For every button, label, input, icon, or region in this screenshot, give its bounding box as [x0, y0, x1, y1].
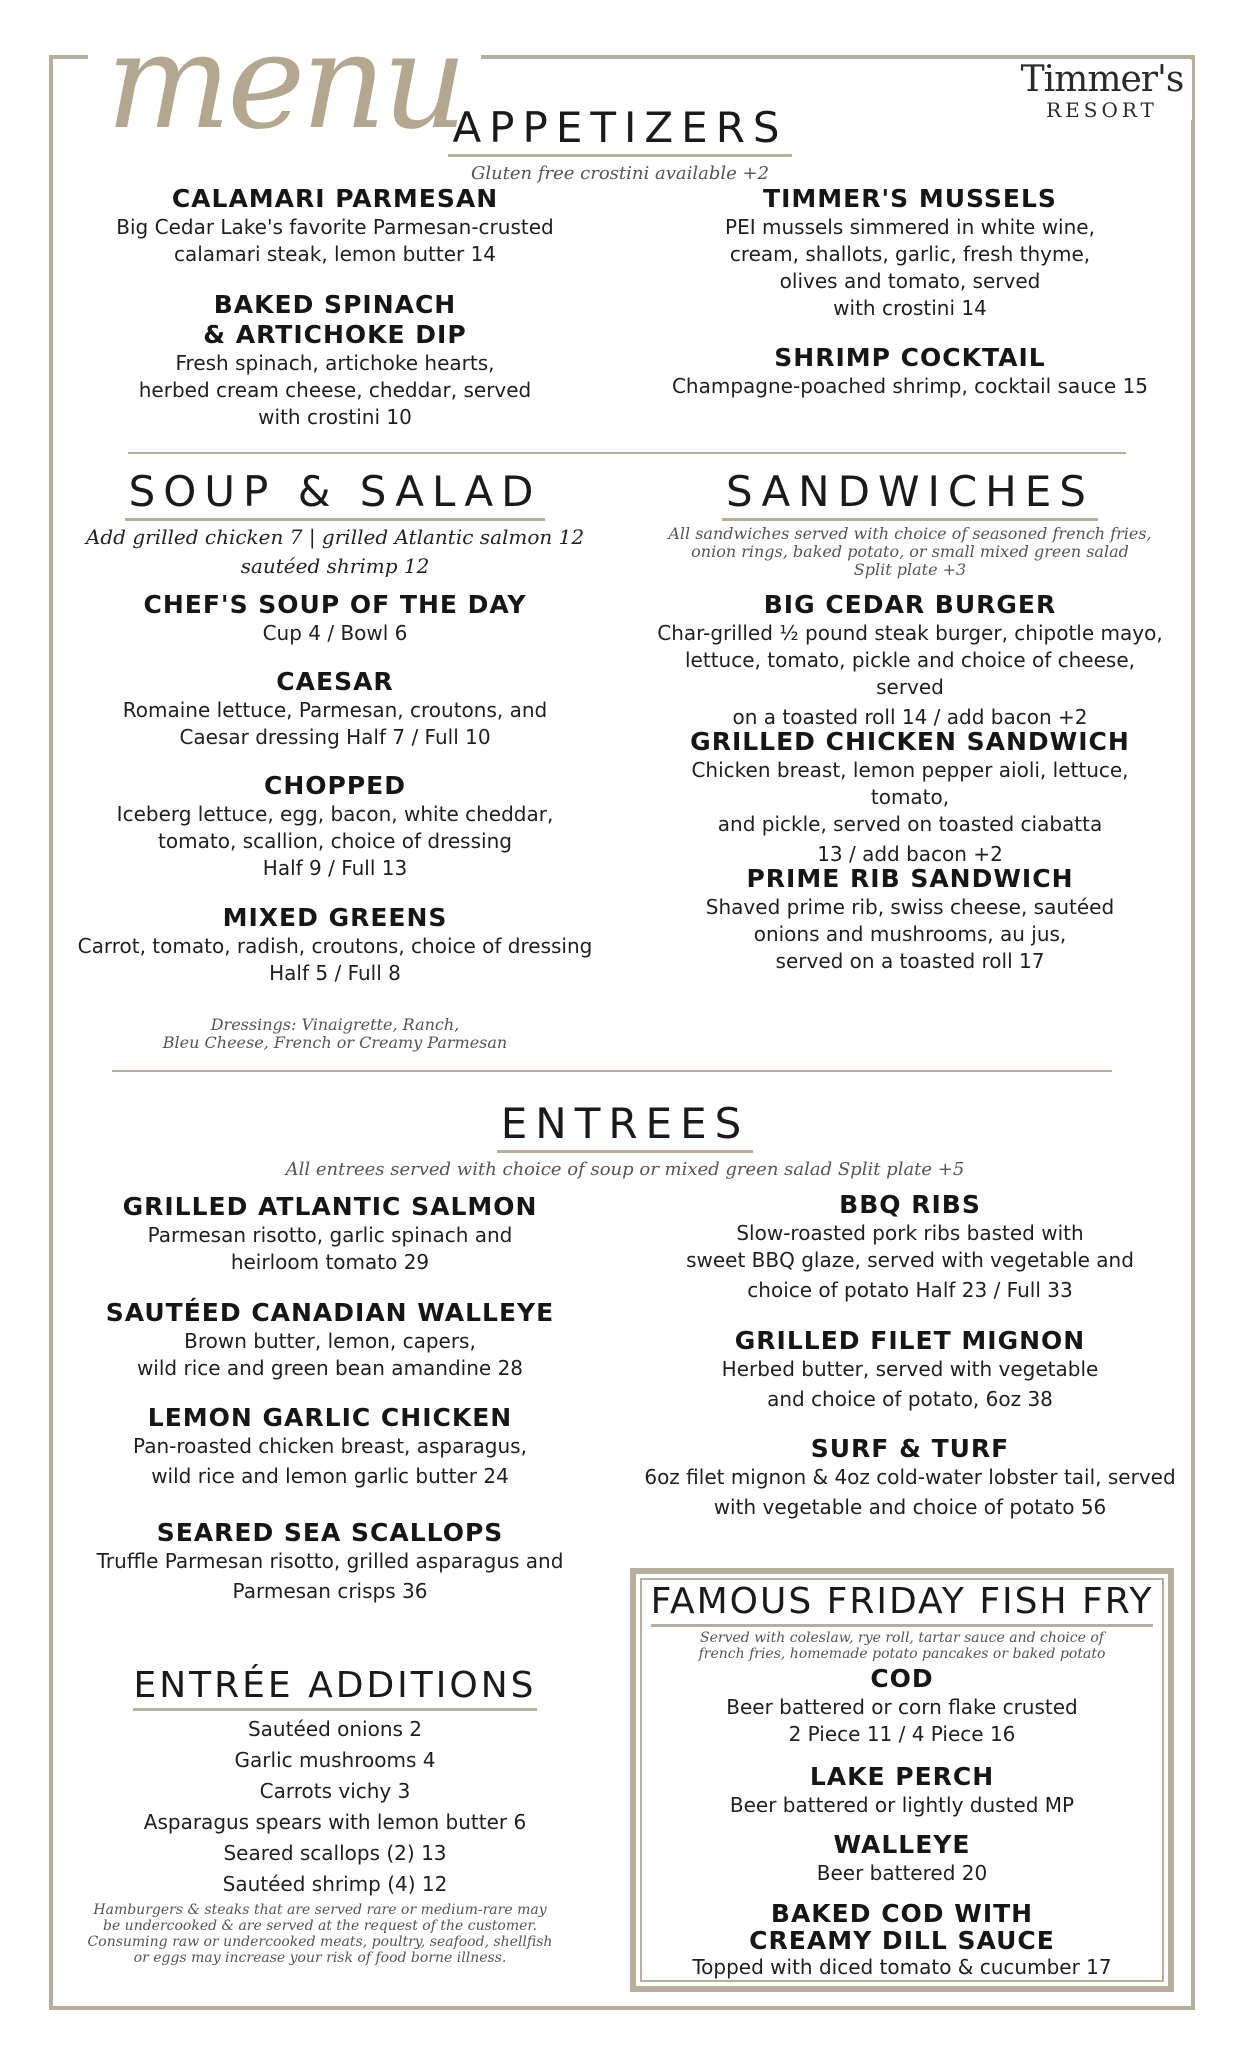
menu-item-mussels: [660, 184, 1160, 322]
item-title: CAESAR: [276, 667, 394, 696]
sandwiches-heading: SANDWICHES: [722, 466, 1098, 521]
menu-item-scallops: [70, 1518, 590, 1605]
item-desc: Shaved prime rib, swiss cheese, sautéed: [705, 895, 1115, 919]
menu-item-fish-walleye: [640, 1830, 1164, 1887]
item-desc: tomato, scallion, choice of dressing: [158, 829, 512, 853]
item-title: SAUTÉED CANADIAN WALLEYE: [105, 1298, 555, 1327]
item-desc: Cup 4 / Bowl 6: [262, 621, 408, 645]
entrees-section-header: [240, 1098, 1010, 1181]
soup-salad-note: Add grilled chicken 7 | grilled Atlantic salmon 12: [85, 525, 585, 549]
item-desc: Carrot, tomato, radish, croutons, choice of dressing: [77, 934, 593, 958]
list-item: Carrots vichy 3: [259, 1779, 411, 1803]
item-desc: Beer battered or lightly dusted MP: [729, 1793, 1075, 1817]
list-item: Asparagus spears with lemon butter 6: [143, 1810, 527, 1834]
menu-item-filet-mignon: [650, 1326, 1170, 1413]
item-desc: Romaine lettuce, Parmesan, croutons, and: [122, 698, 548, 722]
additions-section-header: [100, 1664, 570, 1711]
soup-salad-note: sautéed shrimp 12: [240, 554, 430, 578]
item-title: COD: [870, 1664, 934, 1693]
divider-rule: [128, 452, 1126, 454]
dressings-note: [80, 1016, 590, 1052]
sandwiches-section-header: [655, 466, 1165, 579]
item-desc: 13 / add bacon +2: [817, 842, 1003, 866]
item-desc: Parmesan risotto, garlic spinach and: [147, 1223, 513, 1247]
entrees-heading: ENTREES: [497, 1098, 754, 1153]
menu-item-bbq-ribs: [650, 1190, 1170, 1304]
menu-item-shrimp-cocktail: [660, 343, 1160, 400]
logo-subtitle: RESORT: [1046, 98, 1158, 122]
item-desc: Pan-roasted chicken breast, asparagus,: [133, 1434, 527, 1458]
item-desc: Topped with diced tomato & cucumber 17: [692, 1955, 1112, 1979]
item-desc: Chicken breast, lemon pepper aioli, lettuce, tomato,: [691, 758, 1129, 809]
item-title: CHOPPED: [264, 771, 406, 800]
item-desc: with vegetable and choice of potato 56: [713, 1495, 1107, 1519]
item-title: GRILLED FILET MIGNON: [734, 1326, 1086, 1355]
menu-script-title: menu: [88, 12, 481, 162]
item-desc: herbed cream cheese, cheddar, served: [138, 378, 532, 402]
list-item: Garlic mushrooms 4: [234, 1748, 436, 1772]
fish-fry-note: french fries, homemade potato pancakes or baked potato: [698, 1646, 1106, 1662]
disclaimer-line: or eggs may increase your risk of food borne illness.: [133, 1950, 507, 1966]
item-desc: cream, shallots, garlic, fresh thyme,: [729, 242, 1091, 266]
item-title: LEMON GARLIC CHICKEN: [147, 1403, 513, 1432]
menu-item-lemon-chicken: [80, 1403, 580, 1490]
logo-wordmark: Timmer's: [1020, 59, 1184, 100]
list-item: Seared scallops (2) 13: [223, 1841, 447, 1865]
menu-item-chopped: [80, 771, 590, 882]
sandwiches-note: onion rings, baked potato, or small mixed green salad: [691, 542, 1129, 561]
item-title: GRILLED CHICKEN SANDWICH: [690, 727, 1130, 756]
item-title: CREAMY DILL SAUCE: [749, 1926, 1055, 1955]
item-desc: Beer battered or corn flake crusted: [726, 1695, 1078, 1719]
item-title: WALLEYE: [833, 1830, 971, 1859]
item-desc: wild rice and green bean amandine 28: [136, 1356, 524, 1380]
disclaimer-line: be undercooked & are served at the request of the customer.: [102, 1918, 537, 1934]
appetizers-heading: APPETIZERS: [448, 102, 791, 157]
menu-item-calamari: [90, 184, 580, 268]
food-safety-disclaimer: [70, 1902, 570, 1966]
item-desc: wild rice and lemon garlic butter 24: [151, 1464, 509, 1488]
menu-item-surf-turf: [640, 1434, 1180, 1521]
item-desc: Truffle Parmesan risotto, grilled asparagus and: [96, 1549, 564, 1573]
item-title: BBQ RIBS: [839, 1190, 981, 1219]
item-desc: Half 5 / Full 8: [269, 961, 401, 985]
item-title: CHEF'S SOUP OF THE DAY: [143, 590, 527, 619]
item-desc: and choice of potato, 6oz 38: [767, 1387, 1053, 1411]
menu-item-caesar: [80, 667, 590, 751]
item-title: TIMMER'S MUSSELS: [763, 184, 1057, 213]
menu-item-lake-perch: [640, 1762, 1164, 1819]
item-desc: Slow-roasted pork ribs basted with: [736, 1221, 1084, 1245]
item-desc: choice of potato Half 23 / Full 33: [747, 1278, 1073, 1302]
item-desc: Half 9 / Full 13: [262, 856, 408, 880]
item-desc: Herbed butter, served with vegetable: [721, 1357, 1099, 1381]
appetizers-section-header: [380, 102, 860, 185]
soup-salad-section-header: [80, 466, 590, 581]
item-desc: calamari steak, lemon butter 14: [173, 242, 497, 266]
list-item: Sautéed onions 2: [247, 1717, 422, 1741]
menu-item-walleye: [80, 1298, 580, 1382]
item-desc: onions and mushrooms, au jus,: [753, 922, 1067, 946]
item-desc: Parmesan crisps 36: [232, 1579, 428, 1603]
item-desc: Iceberg lettuce, egg, bacon, white cheddar,: [116, 802, 554, 826]
item-desc: sweet BBQ glaze, served with vegetable and: [686, 1248, 1134, 1272]
menu-item-mixed-greens: [70, 903, 600, 987]
menu-item-prime-rib: [650, 864, 1170, 975]
item-title: SEARED SEA SCALLOPS: [156, 1518, 504, 1547]
item-title: BIG CEDAR BURGER: [763, 590, 1057, 619]
item-title: SURF & TURF: [810, 1434, 1010, 1463]
item-desc: with crostini 14: [833, 296, 987, 320]
additions-list: [120, 1714, 550, 1900]
item-desc: heirloom tomato 29: [230, 1250, 430, 1274]
item-desc: Fresh spinach, artichoke hearts,: [175, 351, 495, 375]
item-title: BAKED COD WITH: [770, 1899, 1034, 1928]
fish-fry-heading: FAMOUS FRIDAY FISH FRY: [651, 1580, 1154, 1627]
menu-item-cod: [640, 1664, 1164, 1748]
item-desc: and pickle, served on toasted ciabatta: [717, 812, 1103, 836]
additions-heading: ENTRÉE ADDITIONS: [133, 1664, 536, 1711]
item-desc: with crostini 10: [258, 405, 412, 429]
item-desc: 6oz filet mignon & 4oz cold-water lobster tail, served: [644, 1465, 1176, 1489]
item-desc: olives and tomato, served: [779, 269, 1041, 293]
item-desc: Char-grilled ½ pound steak burger, chipotle mayo,: [657, 621, 1163, 645]
item-desc: Beer battered 20: [816, 1861, 988, 1885]
list-item: Sautéed shrimp (4) 12: [222, 1872, 448, 1896]
item-desc: 2 Piece 11 / 4 Piece 16: [788, 1722, 1016, 1746]
entrees-note: All entrees served with choice of soup or mixed green salad Split plate +5: [285, 1159, 965, 1180]
dressings-line: Dressings: Vinaigrette, Ranch,: [210, 1015, 460, 1034]
appetizers-note: Gluten free crostini available +2: [470, 163, 770, 184]
resort-logo: [1012, 60, 1192, 120]
fish-fry-note: Served with coleslaw, rye roll, tartar sauce and choice of: [700, 1630, 1104, 1646]
fish-fry-section-header: [640, 1580, 1164, 1662]
item-title: CALAMARI PARMESAN: [171, 184, 499, 213]
disclaimer-line: Consuming raw or undercooked meats, poultry, seafood, shellfish: [87, 1934, 553, 1950]
item-desc: on a toasted roll 14 / add bacon +2: [732, 705, 1088, 729]
item-title: PRIME RIB SANDWICH: [746, 864, 1074, 893]
item-desc: lettuce, tomato, pickle and choice of cheese, served: [685, 648, 1135, 699]
item-title: GRILLED ATLANTIC SALMON: [122, 1192, 538, 1221]
disclaimer-line: Hamburgers & steaks that are served rare or medium-rare may: [93, 1902, 547, 1918]
menu-item-burger: [650, 590, 1170, 731]
item-title: & ARTICHOKE DIP: [203, 320, 467, 349]
menu-item-spinach-dip: [90, 290, 580, 431]
dressings-line: Bleu Cheese, French or Creamy Parmesan: [162, 1033, 508, 1052]
divider-rule: [112, 1070, 1112, 1072]
item-desc: Champagne-poached shrimp, cocktail sauce 15: [671, 374, 1149, 398]
item-desc: PEI mussels simmered in white wine,: [725, 215, 1095, 239]
item-desc: served on a toasted roll 17: [775, 949, 1045, 973]
soup-salad-heading: SOUP & SALAD: [125, 466, 546, 521]
menu-item-baked-cod: [640, 1900, 1164, 1981]
item-title: BAKED SPINACH: [213, 290, 457, 319]
menu-item-chicken-sandwich: [650, 727, 1170, 868]
item-title: SHRIMP COCKTAIL: [774, 343, 1046, 372]
item-title: MIXED GREENS: [222, 903, 448, 932]
item-desc: Caesar dressing Half 7 / Full 10: [179, 725, 491, 749]
item-desc: Big Cedar Lake's favorite Parmesan-crusted: [116, 215, 554, 239]
menu-item-salmon: [80, 1192, 580, 1276]
item-desc: Brown butter, lemon, capers,: [184, 1329, 476, 1353]
menu-item-soup-of-day: [80, 590, 590, 647]
sandwiches-note: Split plate +3: [853, 560, 967, 579]
item-title: LAKE PERCH: [809, 1762, 995, 1791]
sandwiches-note: All sandwiches served with choice of seasoned french fries,: [668, 524, 1152, 543]
